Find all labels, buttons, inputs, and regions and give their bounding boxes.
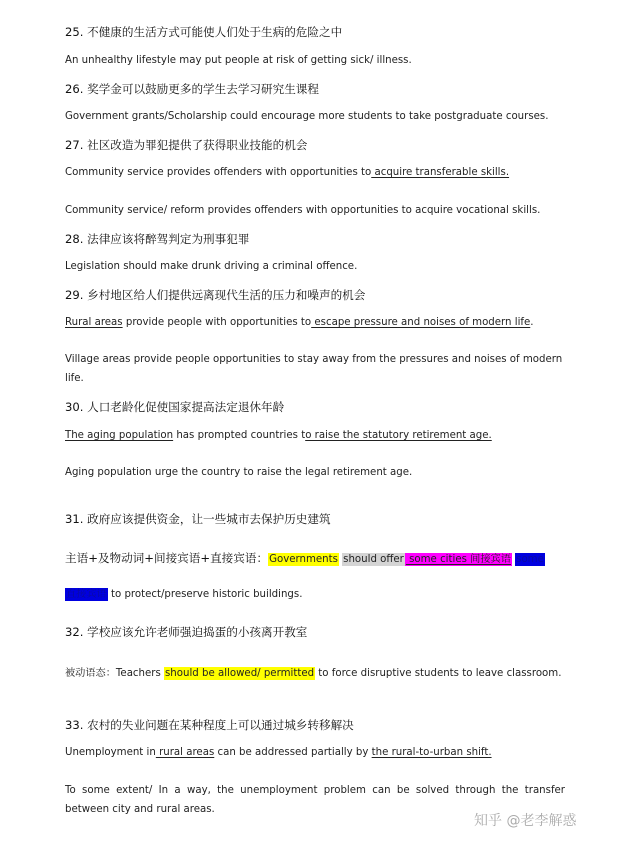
item-32-pattern: 被动语态：Teachers: [65, 668, 164, 679]
item-26-english: Government grants/Scholarship could encourage more students to take postgraduate courses.: [65, 111, 549, 122]
item-31-pattern: 主语+及物动词+间接宾语+直接宾语：: [65, 551, 269, 565]
item-31-continuation: [65, 584, 565, 606]
item-30-text: has prompted countries t: [173, 430, 306, 441]
item-31-subject-highlight: Governments: [269, 554, 338, 565]
item-31-direct-object-highlight-a: some: [516, 554, 544, 565]
item-30-underline-1: The aging population: [65, 430, 174, 441]
item-29-chinese: 29. 乡村地区给人们提供远离现代生活的压力和噪声的机会: [65, 288, 366, 302]
item-27-text: Community service provides offenders with opportunities to: [65, 167, 372, 178]
item-31-verb-highlight: should offer: [343, 554, 404, 565]
item-33-english-2: To some extent/ In a way, the unemployment problem can be solved through the transfer between city and rural areas.: [65, 785, 565, 815]
item-33-chinese: 33. 农村的失业问题在某种程度上可以通过城乡转移解决: [65, 718, 354, 732]
item-25-chinese: 25. 不健康的生活方式可能使人们处于生病的危险之中: [65, 25, 343, 39]
item-31-chinese: 31. 政府应该提供资金，让一些城市去保护历史建筑: [65, 512, 331, 526]
item-32-rest: to force disruptive students to leave classroom.: [315, 668, 562, 679]
item-31-rest: to protect/preserve historic buildings.: [107, 589, 303, 600]
item-30-english-1: [65, 426, 565, 445]
item-33-underline-2: the rural-to-urban shift.: [371, 747, 492, 758]
item-30-underline-2: o raise the statutory retirement age.: [305, 430, 492, 441]
item-27-english-2: Community service/ reform provides offenders with opportunities to acquire vocational skills.: [65, 205, 541, 216]
item-33-english-1: [65, 743, 565, 762]
item-31-direct-object-highlight-b: 直接宾语: [66, 589, 107, 600]
item-33-text-2: can be addressed partially by: [214, 747, 372, 758]
item-31-grammar-line: [65, 547, 565, 571]
item-28-english: Legislation should make drunk driving a criminal offence.: [65, 261, 358, 272]
item-25-english: An unhealthy lifestyle may put people at risk of getting sick/ illness.: [65, 55, 412, 66]
item-32-english: [65, 660, 565, 687]
item-29-english-1: [65, 313, 565, 332]
item-32-highlight: should be allowed/ permitted: [165, 668, 315, 679]
item-28-chinese: 28. 法律应该将醉驾判定为刑事犯罪: [65, 232, 250, 246]
item-26-chinese: 26. 奖学金可以鼓励更多的学生去学习研究生课程: [65, 82, 319, 96]
item-29-text: provide people with opportunities to: [122, 317, 312, 328]
item-29-underline-1: Rural areas: [65, 317, 123, 328]
item-33-text-1: Unemployment in: [65, 747, 156, 758]
item-27-english-1: [65, 163, 565, 182]
item-33-underline-1: rural areas: [155, 747, 215, 758]
item-29-underline-2: escape pressure and noises of modern life: [311, 317, 531, 328]
zhihu-watermark: 知乎 @老李解惑: [474, 813, 577, 829]
item-32-chinese: 32. 学校应该允许老师强迫捣蛋的小孩离开教室: [65, 625, 308, 639]
item-29-period: .: [530, 317, 534, 328]
item-30-chinese: 30. 人口老龄化促使国家提高法定退休年龄: [65, 400, 285, 414]
item-29-english-2: Village areas provide people opportunities to stay away from the pressures and noises of modern life.: [65, 354, 563, 384]
item-30-english-2: Aging population urge the country to raise the legal retirement age.: [65, 467, 413, 478]
item-27-underline: acquire transferable skills.: [371, 167, 510, 178]
item-31-indirect-object-highlight: some cities 间接宾语: [405, 554, 511, 565]
item-27-chinese: 27. 社区改造为罪犯提供了获得职业技能的机会: [65, 138, 308, 152]
